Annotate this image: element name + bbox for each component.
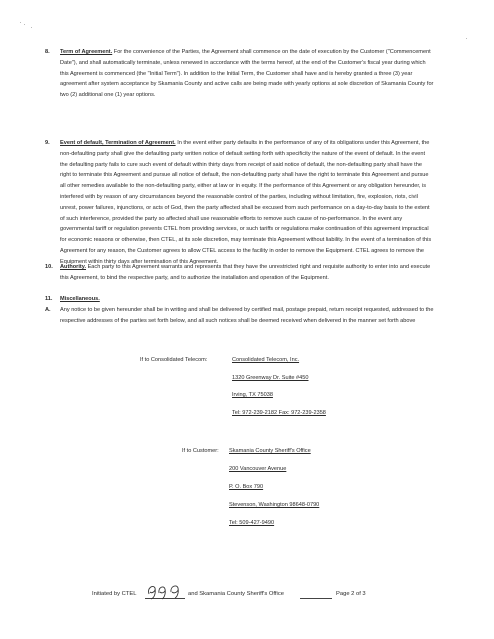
initiated-by-label: Initiated by CTEL (92, 591, 137, 597)
consolidated-address-line: Tel: 972-239-2182 Fax: 972-239-2358 (232, 410, 326, 416)
consolidated-address-line: 1320 Greenway Dr. Suite #450 (232, 375, 309, 381)
page-number: Page 2 of 3 (336, 591, 366, 597)
customer-address-label: If to Customer: (182, 448, 219, 454)
clause-heading: Miscellaneous. (60, 296, 100, 302)
sheriff-initial-line (300, 598, 332, 599)
customer-address-line: P. O. Box 790 (229, 484, 264, 490)
customer-address-line: Stevenson, Washington 98648-0790 (229, 502, 320, 508)
clause-text: Any notice to be given hereunder shall be in writing and shall be delivered by certified mail, postage prepaid, return receipt requested, addressed to the respective addresses of the parties set forth below, and all such notices shall be deemed received when delivered in the manner set forth above (60, 307, 434, 324)
clause-11 (45, 294, 434, 305)
customer-address-line: 200 Vancouver Avenue (229, 466, 287, 472)
clause-number: A. (45, 307, 51, 313)
clause-8 (45, 47, 434, 101)
clause-text: Each party to this Agreement warrants and represents that they have the unrestricted right and requisite authority to enter into and execute this Agreement, to bind the respective party, and to authorize the installation and operation of the Equipment. (60, 264, 431, 281)
clause-number: 11. (45, 296, 53, 302)
clause-heading: Term of Agreement. (60, 49, 113, 55)
clause-heading: Event of default, Termination of Agreement. (60, 140, 176, 146)
clause-text: For the convenience of the Parties, the Agreement shall commence on the date of execution by the Customer ("Commencement Date"), and shall automatically terminate, unless renewed in accordance with the terms hereof, at the end of the Customer's fiscal year during which this Agreement is commenced (the "Initial Term"). In addition to the Initial Term, the Customer shall have and is hereby granted a three (3) year agreement after system acceptance by Skamania County and active calls are being made with yearly options at sole discretion of Skamania County for two (2) additional one (1) year options. (60, 49, 434, 99)
clause-a (45, 305, 434, 327)
clause-number: 8. (45, 49, 50, 55)
clause-heading: Authority. (60, 264, 86, 270)
clause-10 (45, 262, 434, 284)
consolidated-address-line: Consolidated Telecom, Inc. (232, 357, 300, 363)
clause-number: 10. (45, 264, 53, 270)
clause-number: 9. (45, 140, 50, 146)
clause-text: In the event either party defaults in the performance of any of its obligations under this Agreement, the non-defaulting party shall give the defaulting party written notice of default setting forth with specificity the nature of the event of default. In the event the defaulting party fails to cure such event of default within thirty days from receipt of said notice of default, the non-defaulting party shall have the right to terminate this Agreement and pursue all notice of default, the non-defaulting party shall have the right to terminate this Agreement and pursue all other remedies available to the non-defaulting party, either at law or in equity. If the performance of this Agreement or any obligation hereunder, is interfered with by reason of any circumstances beyond the reasonable control of the parties, including without limitation, fire, explosion, riots, civil unrest, power failures, injunctions, or acts of God, then the party affected shall be excused from such performance on a day-to-day basis to the extent of such interference, provided the party so affected shall use reasonable efforts to remove such cause of no-performance. In the event any governmental tariff or regulation prevents CTEL from providing services, or such tariffs or regulations make continuation of this agreement impractical for economic reasons or otherwise, then CTEL, at its sole discretion, may terminate this Agreement without liability. In the event of a termination of this Agreement for any reason, the Customer agrees to allow CTEL access to the facility in order to remove the Equipment. CTEL agrees to remove the Equipment within thirty days after termination of this Agreement. (60, 140, 432, 265)
customer-address-line: Tel: 509-427-9490 (229, 520, 275, 526)
customer-address-line: Skamania County Sheriff's Office (229, 448, 311, 454)
and-party-label: and Skamania County Sheriff's Office (188, 591, 284, 597)
handwritten-initials (146, 582, 186, 600)
consolidated-address-label: If to Consolidated Telecom: (140, 357, 208, 363)
consolidated-address-line: Irving, TX 75038 (232, 392, 273, 398)
